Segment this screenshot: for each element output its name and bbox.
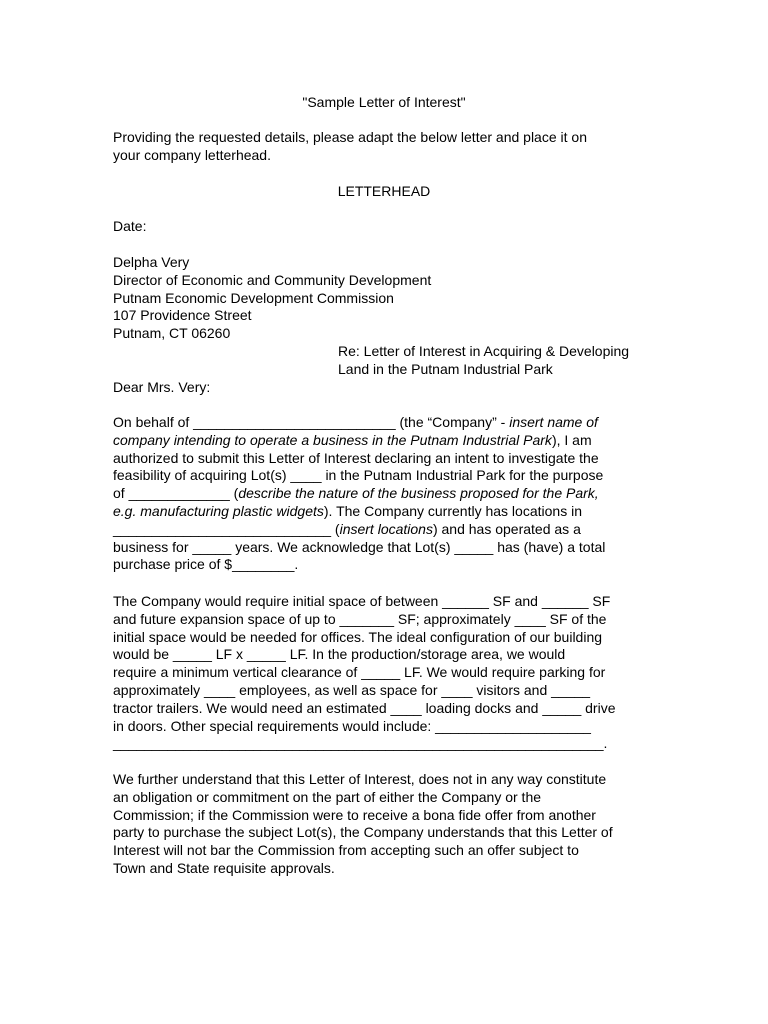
body-paragraph-3 (113, 771, 673, 878)
re-line: Land in the Putnam Industrial Park (338, 360, 553, 377)
letterhead-placeholder: LETTERHEAD (337, 183, 431, 199)
recipient-name: Delpha Very (113, 254, 190, 270)
recipient-city: Putnam, CT 06260 (113, 325, 231, 342)
paragraph-line: Commission; if the Commission were to receive a bona fide offer from another (113, 806, 596, 823)
paragraph-line: initial space would be needed for offices. The ideal configuration of our building (113, 628, 603, 645)
paragraph-line: We further understand that this Letter of Interest, does not in any way constitute (113, 771, 607, 787)
paragraph-line: require a minimum vertical clearance of _____ LF. We would require parking for (113, 664, 606, 681)
paragraph-line: Interest will not bar the Commission from accepting such an offer subject to (113, 842, 579, 859)
paragraph-line (113, 485, 673, 503)
text-run: ____________________________ ( (113, 520, 340, 537)
salutation: Dear Mrs. Very: (113, 379, 211, 395)
paragraph-line: tractor trailers. We would need an estimated ____ loading docks and _____ drive (113, 699, 616, 716)
text-run: ), I am (551, 431, 592, 448)
recipient-organization: Putnam Economic Development Commission (113, 289, 394, 306)
intro-line: Providing the requested details, please adapt the below letter and place it on (113, 129, 587, 145)
paragraph-line (113, 432, 673, 450)
paragraph-line: in doors. Other special requirements would include: ____________________ (113, 717, 591, 734)
text-run: ) and has operated as a (432, 520, 581, 537)
body-paragraph-1 (113, 414, 673, 574)
italic-run: insert name of (509, 414, 598, 430)
text-run: of _____________ ( (113, 485, 239, 502)
paragraph-line (113, 414, 673, 432)
text-run: ). The Company currently has locations in (323, 502, 582, 519)
re-subject (338, 343, 668, 379)
italic-run: describe the nature of the business proposed for the Park, (238, 485, 599, 502)
italic-run: e.g. manufacturing plastic widgets (113, 502, 324, 519)
paragraph-line: an obligation or commitment on the part of either the Company or the (113, 788, 542, 805)
paragraph-line: purchase price of $________. (113, 556, 299, 573)
italic-run: insert locations (339, 520, 433, 537)
paragraph-line: would be _____ LF x _____ LF. In the production/storage area, we would (113, 646, 566, 663)
paragraph-line: Town and State requisite approvals. (113, 859, 335, 876)
paragraph-line: and future expansion space of up to _______ SF; approximately ____ SF of the (113, 610, 607, 627)
intro-paragraph (113, 129, 673, 165)
paragraph-line: _______________________________________________________________. (113, 735, 608, 752)
recipient-street: 107 Providence Street (113, 307, 252, 324)
document-title: "Sample Letter of Interest" (302, 94, 466, 110)
paragraph-line: business for _____ years. We acknowledge that Lot(s) _____ has (have) a total (113, 538, 606, 555)
text-run: On behalf of __________________________ (the “Company” - (113, 414, 510, 430)
italic-run: company intending to operate a business in the Putnam Industrial Park (113, 431, 552, 448)
paragraph-line: approximately ____ employees, as well as space for ____ visitors and _____ (113, 681, 591, 698)
recipient-address (113, 254, 563, 343)
paragraph-line: authorized to submit this Letter of Interest declaring an intent to investigate the (113, 449, 599, 466)
paragraph-line: The Company would require initial space of between ______ SF and ______ SF (113, 593, 611, 609)
re-line: Re: Letter of Interest in Acquiring & Developing (338, 343, 630, 359)
date-label: Date: (113, 218, 147, 234)
paragraph-line (113, 503, 673, 521)
intro-line: your company letterhead. (113, 146, 271, 163)
recipient-title: Director of Economic and Community Development (113, 271, 432, 288)
paragraph-line (113, 521, 673, 539)
paragraph-line: feasibility of acquiring Lot(s) ____ in the Putnam Industrial Park for the purpose (113, 467, 604, 484)
paragraph-line: party to purchase the subject Lot(s), the Company understands that this Letter of (113, 824, 613, 841)
body-paragraph-2 (113, 593, 673, 753)
